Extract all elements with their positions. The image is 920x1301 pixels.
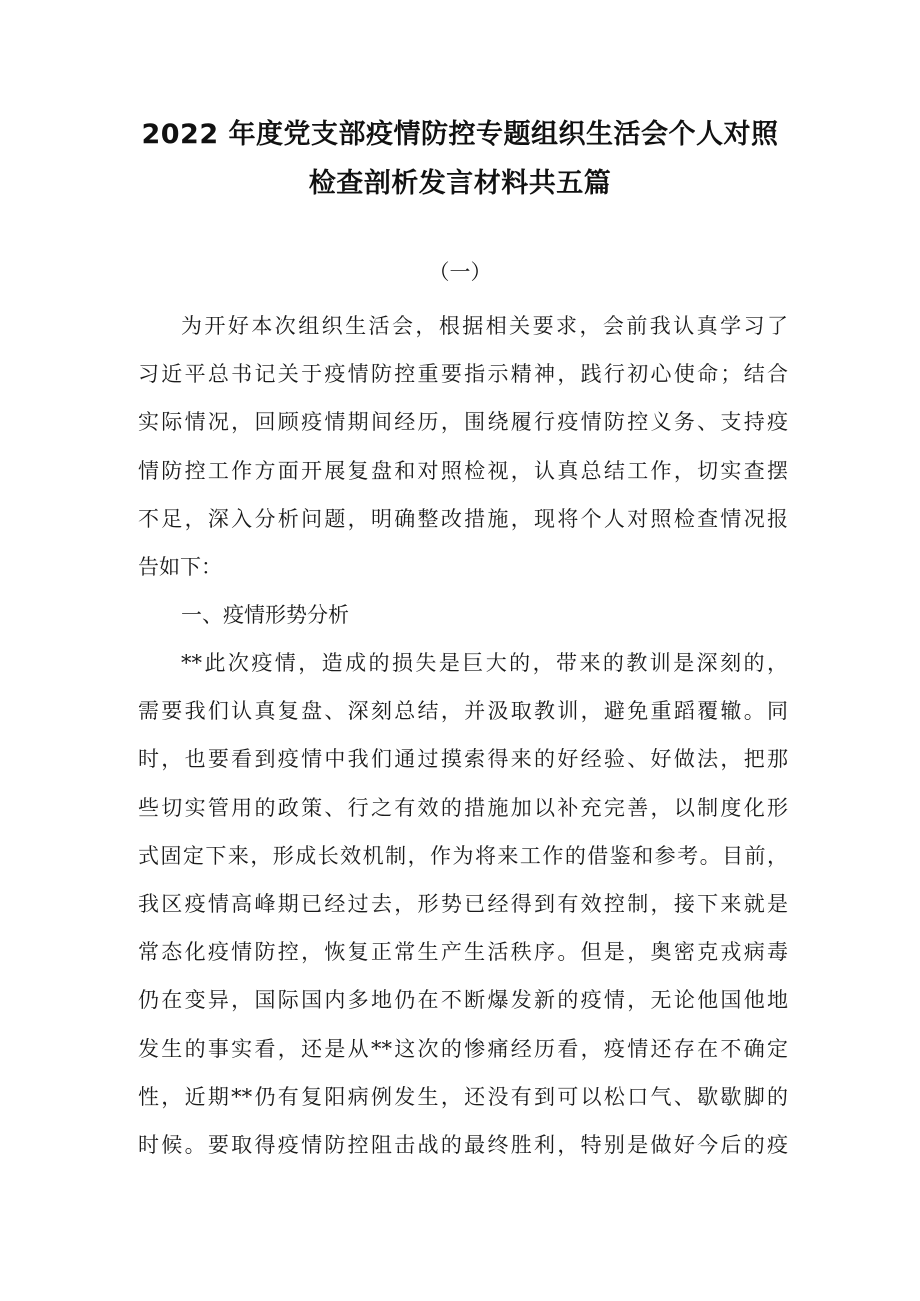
paragraph-line: 式固定下来，形成长效机制，作为将来工作的借鉴和参考。目前， bbox=[138, 843, 788, 868]
paragraph-line: 习近平总书记关于疫情防控重要指示精神，践行初心使命；结合 bbox=[138, 362, 788, 387]
paragraph-line: 不足，深入分析问题，明确整改措施，现将个人对照检查情况报 bbox=[138, 506, 788, 531]
paragraph-line: 情防控工作方面开展复盘和对照检视，认真总结工作，切实查摆 bbox=[138, 458, 788, 483]
paragraph-line: 性，近期**仍有复阳病例发生，还没有到可以松口气、歇歇脚的 bbox=[138, 1084, 788, 1109]
paragraph-line: 些切实管用的政策、行之有效的措施加以补充完善，以制度化形 bbox=[138, 795, 788, 820]
document-title-line-2: 检查剖析发言材料共五篇 bbox=[308, 168, 612, 199]
section-number: （一） bbox=[428, 260, 492, 284]
paragraph-line: 发生的事实看，还是从**这次的惨痛经历看，疫情还存在不确定 bbox=[138, 1036, 788, 1061]
paragraph-line: 仍在变异，国际国内多地仍在不断爆发新的疫情，无论他国他地 bbox=[138, 988, 788, 1013]
document-title-line-1: 2022 年度党支部疫情防控专题组织生活会个人对照 bbox=[141, 119, 779, 150]
paragraph-line: 我区疫情高峰期已经过去，形势已经得到有效控制，接下来就是 bbox=[138, 892, 788, 917]
paragraph-line: 常态化疫情防控，恢复正常生产生活秩序。但是，奥密克戎病毒 bbox=[138, 940, 788, 965]
paragraph-line: 时候。要取得疫情防控阻击战的最终胜利，特别是做好今后的疫 bbox=[138, 1133, 788, 1158]
paragraph-line: **此次疫情，造成的损失是巨大的，带来的教训是深刻的， bbox=[181, 651, 788, 675]
paragraph-line: 告如下： bbox=[138, 555, 222, 580]
section-heading-text: 一、疫情形势分析 bbox=[181, 603, 349, 627]
paragraph-line: 时，也要看到疫情中我们通过摸索得来的好经验、好做法，把那 bbox=[138, 747, 788, 772]
paragraph-line: 需要我们认真复盘、深刻总结，并汲取教训，避免重蹈覆辙。同 bbox=[138, 699, 788, 724]
paragraph-intro bbox=[138, 302, 788, 591]
paragraph-situation-analysis bbox=[138, 639, 788, 1169]
section-heading bbox=[138, 591, 788, 639]
paragraph-line: 为开好本次组织生活会，根据相关要求，会前我认真学习了 bbox=[181, 314, 788, 338]
paragraph-line: 实际情况，回顾疫情期间经历，围绕履行疫情防控义务、支持疫 bbox=[138, 410, 788, 435]
